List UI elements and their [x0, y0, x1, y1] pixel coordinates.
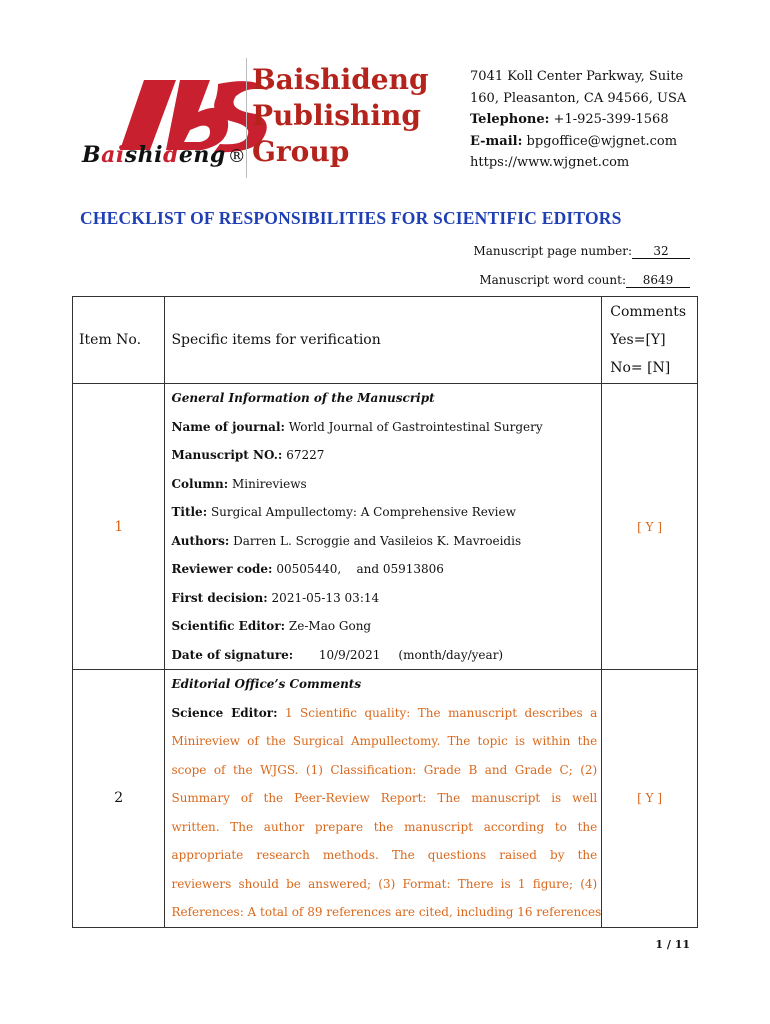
title-field: Title: Surgical Ampullectomy: A Comprehensive Review [171, 505, 516, 519]
table-row [73, 384, 698, 670]
scientific-editor-field: Scientific Editor: Ze-Mao Gong [171, 619, 372, 633]
section-heading: Editorial Office’s Comments [171, 677, 362, 691]
comment-line: Summary of the Peer-Review Report: The manuscript is well [171, 791, 598, 805]
first-decision-field: First decision: 2021-05-13 03:14 [171, 590, 380, 605]
comment-line: reviewers should be answered; (3) Format: There is 1 figure; (4) [171, 876, 598, 891]
email-line[interactable]: E-mail: bpgoffice@wjgnet.com [470, 133, 678, 149]
publisher-address [470, 66, 686, 174]
manuscript-page-number: Manuscript page number: 32 [473, 244, 690, 259]
address-line-1: 7041 Koll Center Parkway, Suite [470, 69, 684, 84]
row-content [165, 384, 602, 670]
comment-line: written. The author prepare the manuscript according to the [171, 819, 598, 834]
header-item-no: Item No. [73, 297, 165, 384]
website-link[interactable]: https://www.wjgnet.com [470, 155, 630, 170]
science-editor-line: Science Editor: 1 Scientific quality: The manuscript describes a [171, 705, 598, 720]
brand-line-2: Publishing [252, 99, 421, 132]
column-field: Column: Minireviews [171, 476, 307, 491]
comment-line: appropriate research methods. The questions raised by the [171, 848, 598, 862]
reviewer-code-field: Reviewer code: 00505440, and 05913806 [171, 562, 444, 576]
table-header-row [73, 297, 698, 384]
signature-date-field: Date of signature: 10/9/2021 (month/day/year) [165, 641, 601, 670]
row-answer: [ Y ] [602, 670, 698, 928]
logo-wordmark: Baishideng ® [82, 142, 247, 168]
telephone-line: Telephone: +1-925-399-1568 [470, 112, 669, 127]
publisher-logo [78, 58, 428, 178]
row-number: 2 [73, 670, 165, 928]
address-line-2: 160, Pleasanton, CA 94566, USA [470, 90, 687, 106]
checklist-table [72, 296, 698, 928]
manuscript-no-field: Manuscript NO.: 67227 [171, 448, 325, 462]
brand-name [252, 62, 429, 170]
logo-divider [246, 58, 247, 178]
comment-line: Minireview of the Surgical Ampullectomy. The topic is within the [171, 734, 598, 748]
section-heading: General Information of the Manuscript [171, 391, 435, 405]
manuscript-word-count: Manuscript word count: 8649 [479, 273, 690, 288]
header-comments: Comments Yes=[Y] No= [N] [602, 297, 698, 384]
table-row [73, 670, 698, 928]
header-specific-items: Specific items for verification [165, 297, 602, 384]
brand-line-3: Group [252, 135, 350, 168]
journal-field: Name of journal: World Journal of Gastrointestinal Surgery [171, 419, 543, 434]
comment-line: scope of the WJGS. (1) Classification: Grade B and Grade C; (2) [171, 762, 598, 777]
comment-line: References: A total of 89 references are cited, including 16 references [171, 905, 602, 919]
page-number: 1 / 11 [655, 938, 690, 951]
row-answer: [ Y ] [602, 384, 698, 670]
row-number: 1 [73, 384, 165, 670]
row-content [165, 670, 602, 928]
brand-line-1: Baishideng [252, 63, 429, 96]
authors-field: Authors: Darren L. Scroggie and Vasileios K. Mavroeidis [171, 533, 522, 548]
page-title: CHECKLIST OF RESPONSIBILITIES FOR SCIENTIFIC EDITORS [80, 208, 622, 228]
